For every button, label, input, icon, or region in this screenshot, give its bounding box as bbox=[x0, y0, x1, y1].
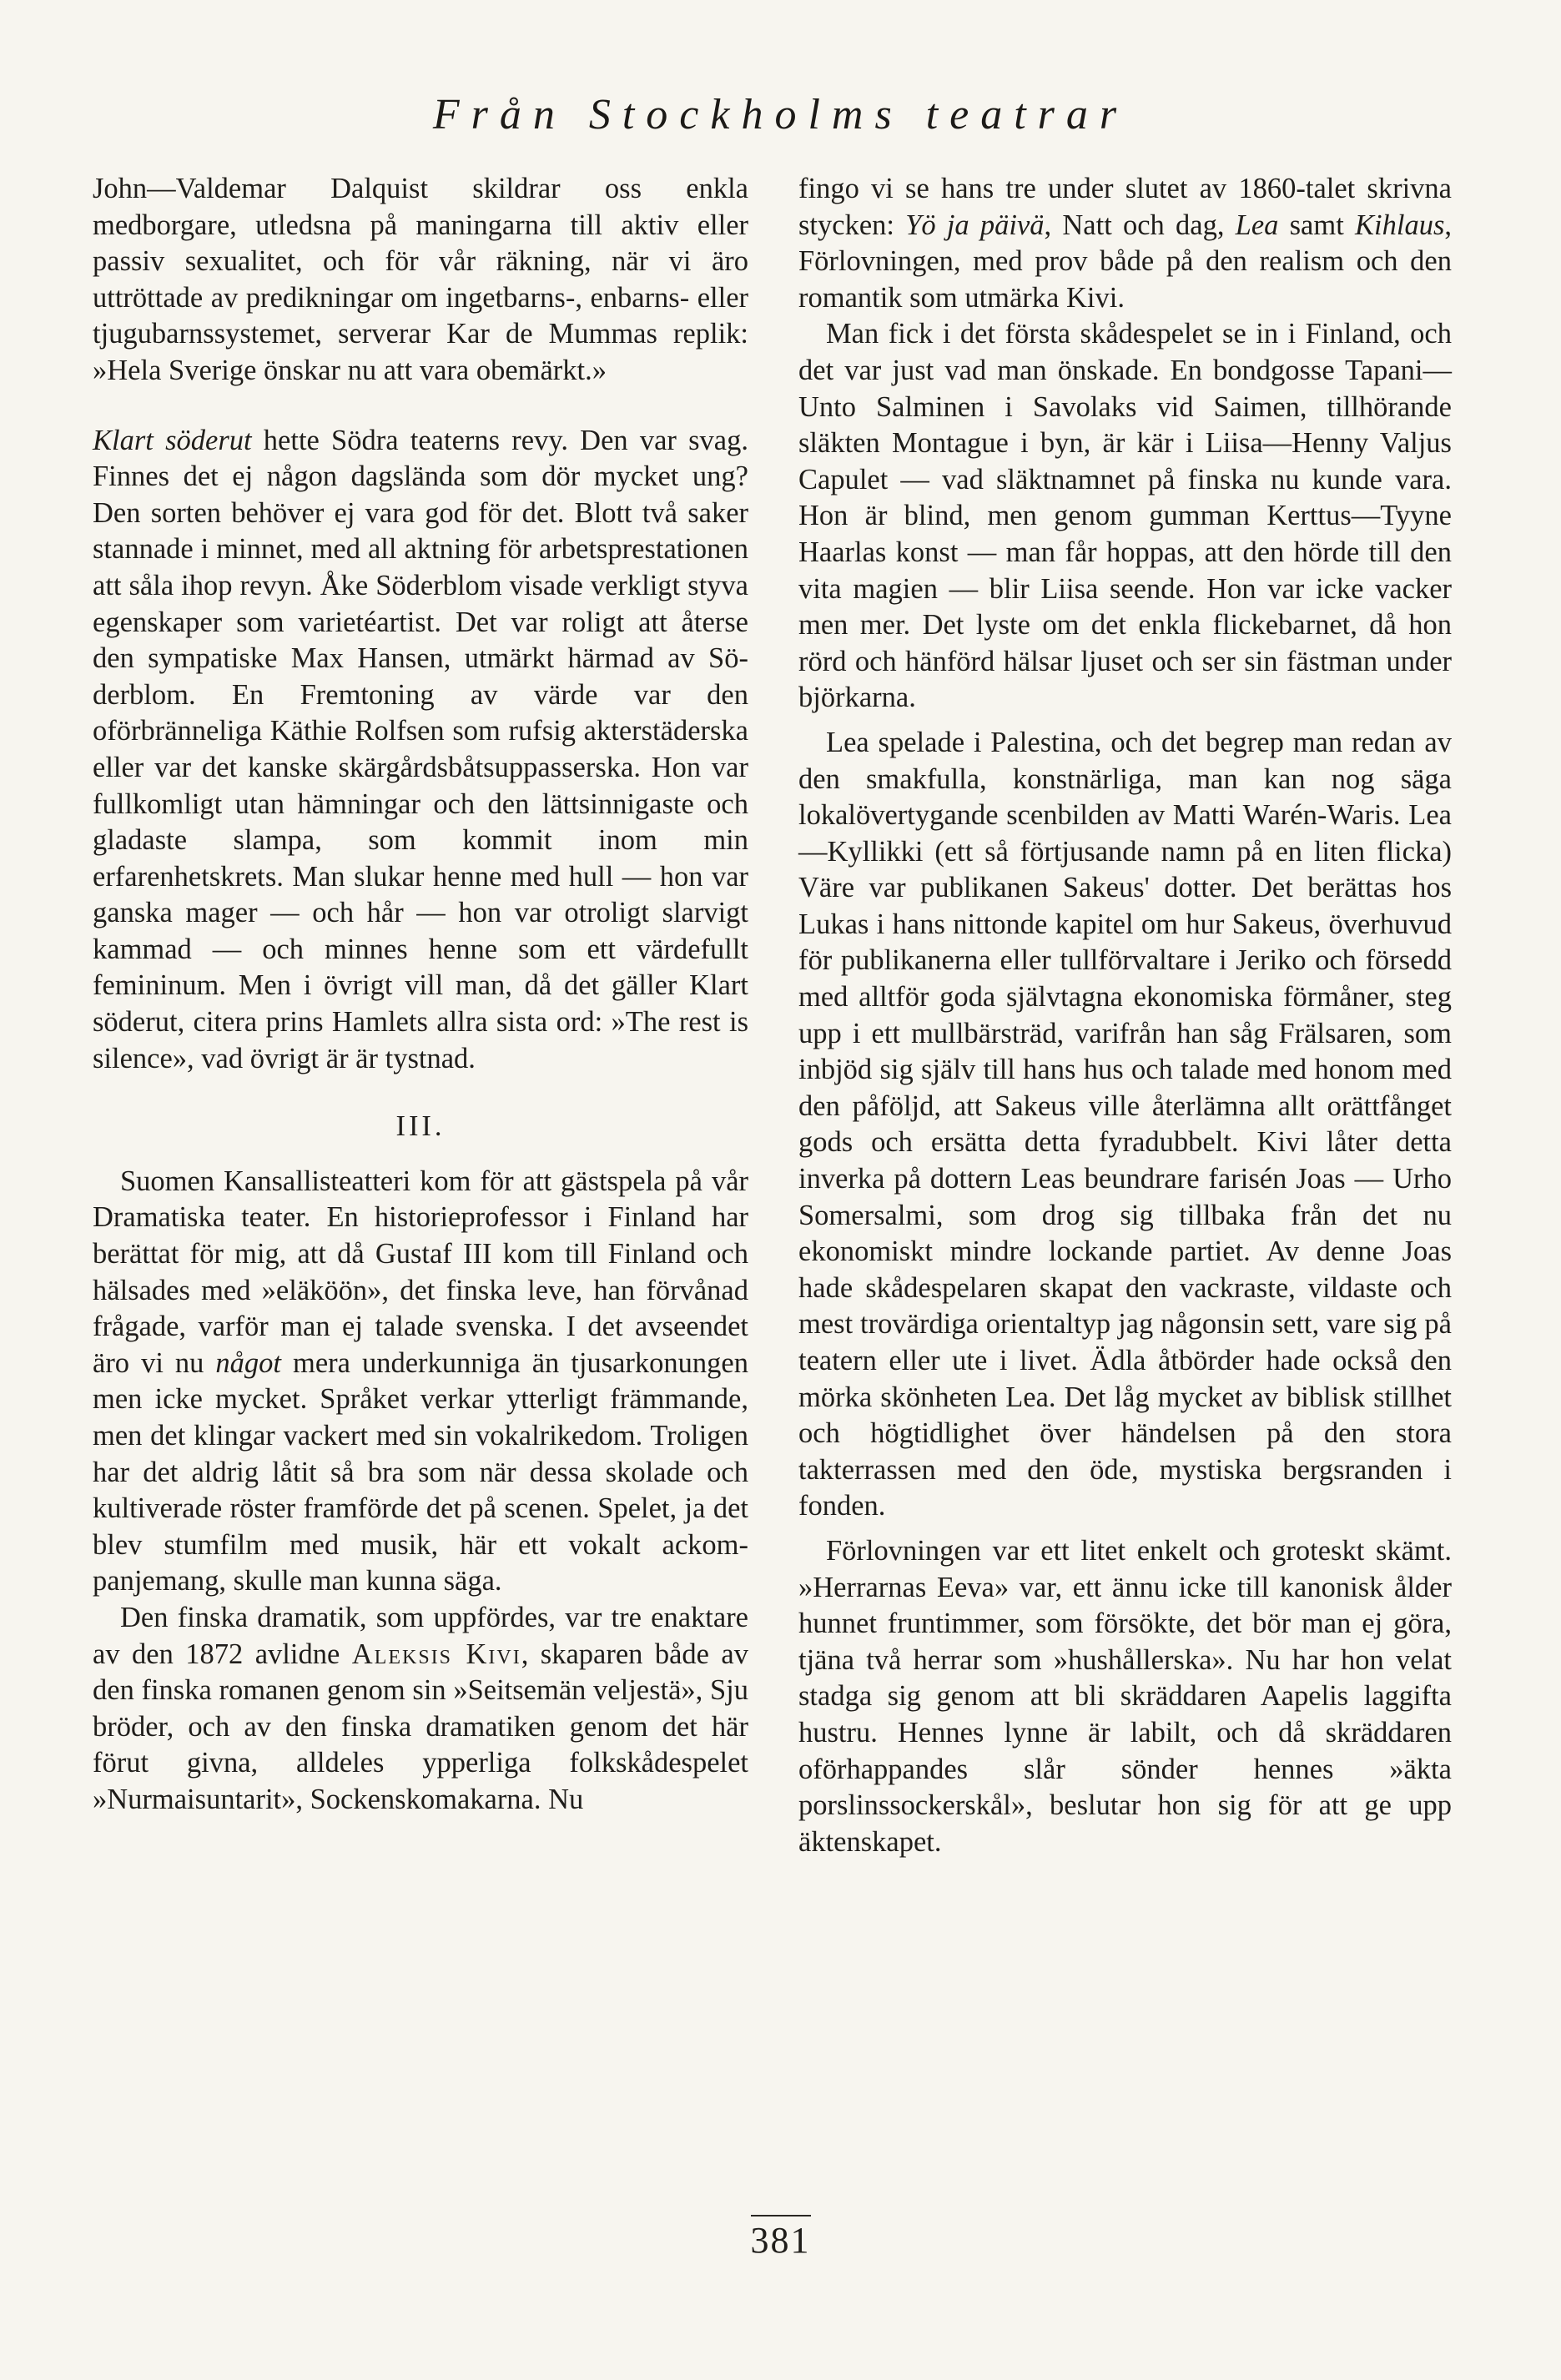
paragraph: Den finska dramatik, som uppfördes, var tre enaktare av den 1872 avlidne Aleksis Kivi, skaparen både av den finska romanen genom sin »Seitsemän veljestä», Sju bröder, och av den finska dramatiken genom det här förut givna, alldeles ypperliga folkskådespelet »Nurmaisuntarit», Sockenskomakarna. Nu bbox=[93, 1601, 748, 1815]
author-name: Aleksis Kivi bbox=[351, 1638, 521, 1670]
revue-title: Klart söderut bbox=[93, 424, 252, 456]
page-number: 381 bbox=[0, 2219, 1561, 2262]
right-column bbox=[798, 171, 1452, 1860]
paragraph: Klart söderut hette Södra teaterns revy. Den var svag. Finnes det ej någon dagslända som dör mycket ung? Den sorten behöver ej vara god för det. Blott två saker stannade i minnet, med all aktning för arbetsprestationen att såla ihop revyn. Åke Söderblom visade verkligt styva egenskaper som varietéartist. Det var roligt att återse den sympatiske Max Hansen, utmärkt härmad av Söderblom. En Fremtoning av värde var den oförbränneliga Käthie Rolfsen som rufsig akterstäderska eller var det kanske skärgårdsbåtsuppasserska. Hon var fullkomligt utan hämningar och den lättsinnigaste och gladaste slampa, som kommit inom min erfarenhetskrets. Man slukar henne med hull — hon var ganska mager — och hår — hon var otroligt slarvigt kammad — och minnes henne som ett värdefullt femininum. Men i övrigt vill man, då det gäller Klart söderut, citera prins Hamlets allra sista ord: »The rest is silence», vad övrigt är är tystnad. bbox=[93, 424, 748, 1074]
paragraph: Suomen Kansallisteatteri kom för att gästspela på vår Dramatiska teater. En historieprofessor i Finland har berättat för mig, att då Gustaf III kom till Finland och hälsades med »eläköön», det finska leve, han förvånad frågade, varför man ej talade svenska. I det avseendet äro vi nu något mera underkunniga än tjusarkonungen men icke mycket. Språket verkar ytterligt främmande, men det klingar vackert med sin vokalrikedom. Troligen har det aldrig låtit så bra som när dessa skolade och kultiverade röster framförde det på scenen. Spelet, ja det blev stumfilm med musik, här ett vokalt ackompanjemang, skulle man kunna säga. bbox=[93, 1165, 748, 1598]
section-heading: III. bbox=[395, 1110, 446, 1143]
running-head: Från Stockholms teatrar bbox=[432, 91, 1129, 138]
left-column bbox=[93, 171, 748, 1819]
paragraph: Förlovningen var ett litet enkelt och groteskt skämt. »Herrarnas Eeva» var, ett ännu icke till kanonisk ålder hunnet fruntimmer, som försökte, det bör man ej göra, tjäna två herrar som »hushållerska». Nu har hon velat stadga sig genom att bli skräddaren Aapelis laggifta hustru. Hennes lynne är labilt, och då skräddaren oförhappandes slår sönder hennes »äkta porslinssockerskål», beslutar hon sig för att ge upp äktenskapet. bbox=[798, 1534, 1452, 1858]
paragraph: Man fick i det första skådespelet se in i Finland, och det var just vad man önskade. En bondgosse Tapani—Unto Salminen i Savolaks vid Saimen, tillhörande släkten Montague i byn, är kär i Liisa—Henny Valjus Capulet — vad släktnamnet på finska nu kunde vara. Hon är blind, men genom gumman Kerttus—Tyyne Haarlas konst — man får hoppas, att den hörde till den vita magien — blir Liisa seende. Hon var icke vacker men mer. Det lyste om det enkla flickebarnet, då hon rörd och hänförd hälsar ljuset och ser sin fästman under björkarna. bbox=[798, 318, 1452, 714]
paragraph: fingo vi se hans tre under slutet av 1860-talet skrivna stycken: Yö ja päivä, Natt och dag, Lea samt Kihlaus, Förlovningen, med prov både på den realism och den romantik som utmärka Kivi. bbox=[798, 173, 1452, 314]
paragraph: John—Valdemar Dalquist skildrar oss enkla medborgare, utledsna på maningarna till aktiv eller passiv sexualitet, och för vår räkning, när vi äro uttröttade av predikningar om ingetbarns-, enbarns- eller tjugubarnssystemet, serverar Kar de Mummas replik: »Hela Sverige önskar nu att vara obemärkt.» bbox=[93, 173, 748, 386]
paragraph: Lea spelade i Palestina, och det begrep man redan av den smakfulla, konstnärliga, man kan nog säga lokalövertygande scenbilden av Matti Warén-Waris. Lea—Kyllikki (ett så förtjusande namn på en liten flicka) Väre var publikanen Sakeus' dotter. Det berättas hos Lukas i hans nittonde kapitel om hur Sakeus, överhuvud för publikanerna eller tullförvaltare i Jeriko och försedd med alltför goda självtagna ekonomiska förmåner, steg upp i ett mullbärsträd, varifrån han såg Frälsaren, som inbjöd sig själv till hans hus och talade med honom med den påföljd, att Sakeus ville återlämna allt orättfånget gods och ersätta detta fyradubbelt. Kivi låter detta inverka på dottern Leas beundrare farisén Joas — Urho Somersalmi, som drog sig tillbaka från det nu ekonomiskt mindre lockande partiet. Av denne Joas hade skådespelaren skapat den vackraste, vildaste och mest trovärdiga orientaltyp jag någonsin sett, vare sig på teatern eller ute i livet. Ädla åtbörder hade också den mörka skönheten Lea. Det låg mycket av biblisk stillhet och högtidlighet över händelsen på den stora takterrassen med den öde, mystiska bergsranden i fonden. bbox=[798, 726, 1452, 1522]
